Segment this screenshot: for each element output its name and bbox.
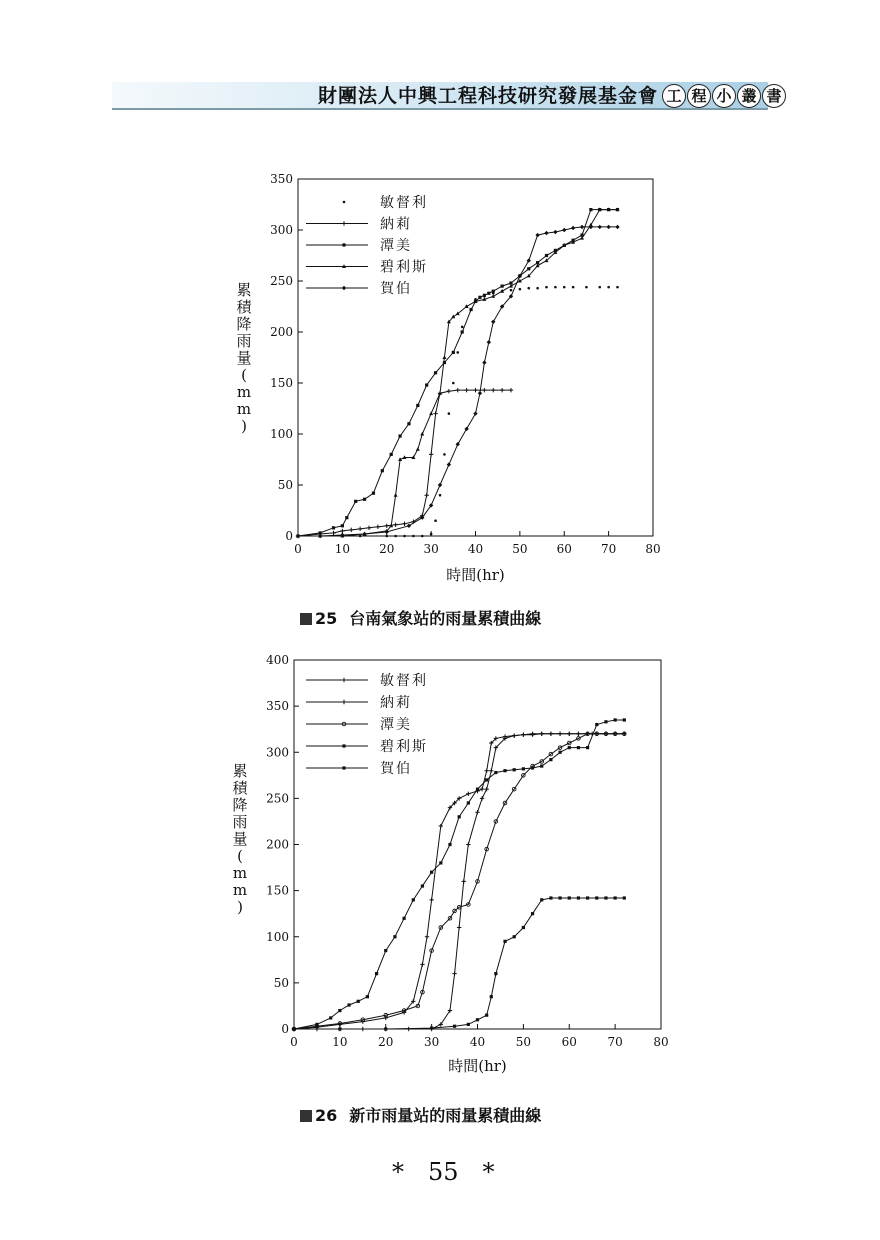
y-tick-label: 200 <box>266 837 289 852</box>
series-char: 書 <box>762 84 786 108</box>
data-point <box>568 896 571 899</box>
figure-caption-26 <box>300 1103 541 1126</box>
data-point <box>549 896 552 899</box>
data-point <box>457 925 461 929</box>
series-line <box>294 734 624 1029</box>
data-point <box>614 718 617 721</box>
data-point <box>522 926 525 929</box>
x-tick-label: 60 <box>556 542 572 556</box>
data-point <box>347 1003 350 1006</box>
y-tick-label: 300 <box>270 223 293 237</box>
data-point <box>521 733 525 737</box>
data-point <box>558 751 561 754</box>
data-point <box>549 732 553 736</box>
data-point <box>558 732 562 736</box>
y-axis-label: 累積降雨量( m m ) <box>232 762 248 916</box>
y-tick-label: 350 <box>270 172 293 186</box>
legend-label: 敏督利 <box>380 195 428 211</box>
data-point <box>586 746 589 749</box>
page-number: 55 <box>428 1158 459 1186</box>
data-point <box>480 796 484 800</box>
data-point <box>329 1016 332 1019</box>
data-point <box>484 769 488 773</box>
series-char: 小 <box>712 84 736 108</box>
legend-label: 敏督利 <box>380 673 428 689</box>
series-line <box>294 734 624 1029</box>
data-point <box>453 1025 456 1028</box>
data-point <box>375 972 378 975</box>
data-point <box>485 1014 488 1017</box>
data-point <box>512 733 516 737</box>
data-point <box>567 732 571 736</box>
figure-label-box <box>300 613 312 625</box>
y-tick-label: 0 <box>285 529 293 543</box>
figure-title: 台南氣象站的雨量累積曲線 <box>349 609 542 628</box>
x-tick-label: 70 <box>607 1035 623 1049</box>
x-tick-label: 20 <box>378 1035 394 1049</box>
data-point <box>466 792 470 796</box>
data-point <box>623 896 626 899</box>
data-point <box>467 1023 470 1026</box>
data-point <box>513 768 516 771</box>
y-tick-label: 0 <box>281 1022 289 1036</box>
x-tick-label: 20 <box>379 542 395 556</box>
data-point <box>412 898 415 901</box>
y-tick-label: 400 <box>266 653 289 667</box>
data-point <box>604 896 607 899</box>
data-point <box>558 896 561 899</box>
data-point <box>540 732 544 736</box>
data-point <box>429 898 433 902</box>
data-point <box>430 871 433 874</box>
data-point <box>489 769 493 773</box>
data-point <box>458 815 461 818</box>
legend-label: 納莉 <box>380 695 412 711</box>
y-tick-label: 200 <box>270 325 293 339</box>
data-point <box>494 771 497 774</box>
x-tick-label: 50 <box>512 542 528 556</box>
x-axis-label: 時間(hr) <box>446 566 505 584</box>
series-line <box>294 898 624 1029</box>
footer-mark-left: * <box>392 1158 404 1186</box>
data-point <box>420 962 424 966</box>
figure-title: 新市雨量站的雨量累積曲線 <box>349 1106 542 1125</box>
data-point <box>466 842 470 846</box>
x-axis-label: 時間(hr) <box>448 1057 507 1075</box>
x-tick-label: 10 <box>334 542 351 556</box>
figure-caption-25 <box>300 606 541 629</box>
y-tick-label: 250 <box>266 791 289 806</box>
data-point <box>490 995 493 998</box>
x-tick-label: 50 <box>515 1035 532 1049</box>
data-point <box>577 746 580 749</box>
x-tick-label: 0 <box>294 542 302 556</box>
data-point <box>476 1018 479 1021</box>
y-tick-label: 50 <box>273 975 289 990</box>
data-point <box>366 995 369 998</box>
y-tick-label: 50 <box>277 478 293 492</box>
series-char: 工 <box>662 84 686 108</box>
data-point <box>338 1009 341 1012</box>
y-tick-label: 150 <box>270 376 293 390</box>
data-point <box>623 718 626 721</box>
x-tick-label: 40 <box>469 1035 486 1049</box>
data-point <box>421 884 424 887</box>
data-point <box>425 935 429 939</box>
y-tick-label: 100 <box>270 427 293 441</box>
series-char: 叢 <box>737 84 761 108</box>
x-tick-label: 10 <box>332 1035 348 1049</box>
data-point <box>439 861 442 864</box>
data-point <box>384 949 387 952</box>
plot-frame <box>294 660 661 1029</box>
legend-marker <box>342 766 345 769</box>
data-point <box>448 843 451 846</box>
data-point <box>576 732 580 736</box>
y-tick-label: 350 <box>266 699 289 714</box>
y-tick-label: 100 <box>266 929 289 944</box>
data-point <box>484 787 488 791</box>
x-tick-label: 80 <box>653 1035 669 1049</box>
legend-label: 碧利斯 <box>380 259 428 276</box>
data-point <box>430 1026 433 1029</box>
data-point <box>540 898 543 901</box>
data-point <box>549 758 552 761</box>
footer-mark-right: * <box>482 1158 495 1186</box>
data-point <box>577 896 580 899</box>
x-tick-label: 40 <box>467 542 484 556</box>
data-point <box>531 766 534 769</box>
legend-label: 賀伯 <box>380 281 412 297</box>
data-point <box>462 879 466 883</box>
figure-number: 25 <box>315 609 338 628</box>
legend-marker <box>342 744 345 747</box>
legend-marker <box>342 700 346 704</box>
y-axis-label: 累積降雨量( m m ) <box>236 281 252 435</box>
data-point <box>503 769 506 772</box>
y-tick-label: 150 <box>266 883 289 898</box>
data-point <box>439 824 443 828</box>
series-5 <box>292 896 626 1030</box>
series-4 <box>292 718 626 1030</box>
series-line <box>294 734 624 1029</box>
data-point <box>403 917 406 920</box>
series-1 <box>292 732 627 1032</box>
data-point <box>595 723 598 726</box>
legend-label: 碧利斯 <box>380 739 428 755</box>
data-point <box>568 746 571 749</box>
data-point <box>467 801 470 804</box>
data-point <box>357 1000 360 1003</box>
data-point <box>595 896 598 899</box>
data-point <box>494 972 497 975</box>
legend-label: 潭美 <box>380 717 412 733</box>
data-point <box>475 810 479 814</box>
series-char: 程 <box>687 84 711 108</box>
data-point <box>393 935 396 938</box>
data-point <box>530 733 534 737</box>
data-point <box>531 912 534 915</box>
legend-marker <box>342 678 346 682</box>
data-point <box>338 1027 341 1030</box>
data-point <box>485 778 488 781</box>
legend-label: 潭美 <box>380 238 412 254</box>
x-tick-label: 0 <box>290 1035 298 1049</box>
data-point <box>480 787 484 791</box>
page-footer <box>380 1158 500 1186</box>
data-point <box>384 1027 387 1030</box>
figure-number: 26 <box>315 1106 338 1125</box>
legend-label: 納莉 <box>380 216 412 233</box>
series-3 <box>292 732 626 1031</box>
x-tick-label: 60 <box>561 1035 577 1049</box>
x-tick-label: 70 <box>600 542 617 556</box>
data-point <box>315 1023 318 1026</box>
legend-label: 賀伯 <box>380 761 412 777</box>
data-point <box>614 896 617 899</box>
data-point <box>513 935 516 938</box>
data-point <box>476 788 479 791</box>
series-line <box>294 720 624 1029</box>
foundation-name: 財團法人中興工程科技研究發展基金會 <box>317 85 658 107</box>
y-tick-label: 250 <box>270 274 293 288</box>
x-tick-label: 80 <box>645 542 661 556</box>
x-tick-label: 30 <box>423 1035 440 1049</box>
data-point <box>604 720 607 723</box>
data-point <box>452 971 456 975</box>
data-point <box>586 896 589 899</box>
data-point <box>292 1027 295 1030</box>
x-tick-label: 30 <box>423 542 439 556</box>
y-tick-label: 300 <box>266 745 289 760</box>
data-point <box>540 764 543 767</box>
data-point <box>503 940 506 943</box>
series-2 <box>292 732 627 1032</box>
data-point <box>522 767 525 770</box>
figure-label-box <box>300 1110 312 1122</box>
